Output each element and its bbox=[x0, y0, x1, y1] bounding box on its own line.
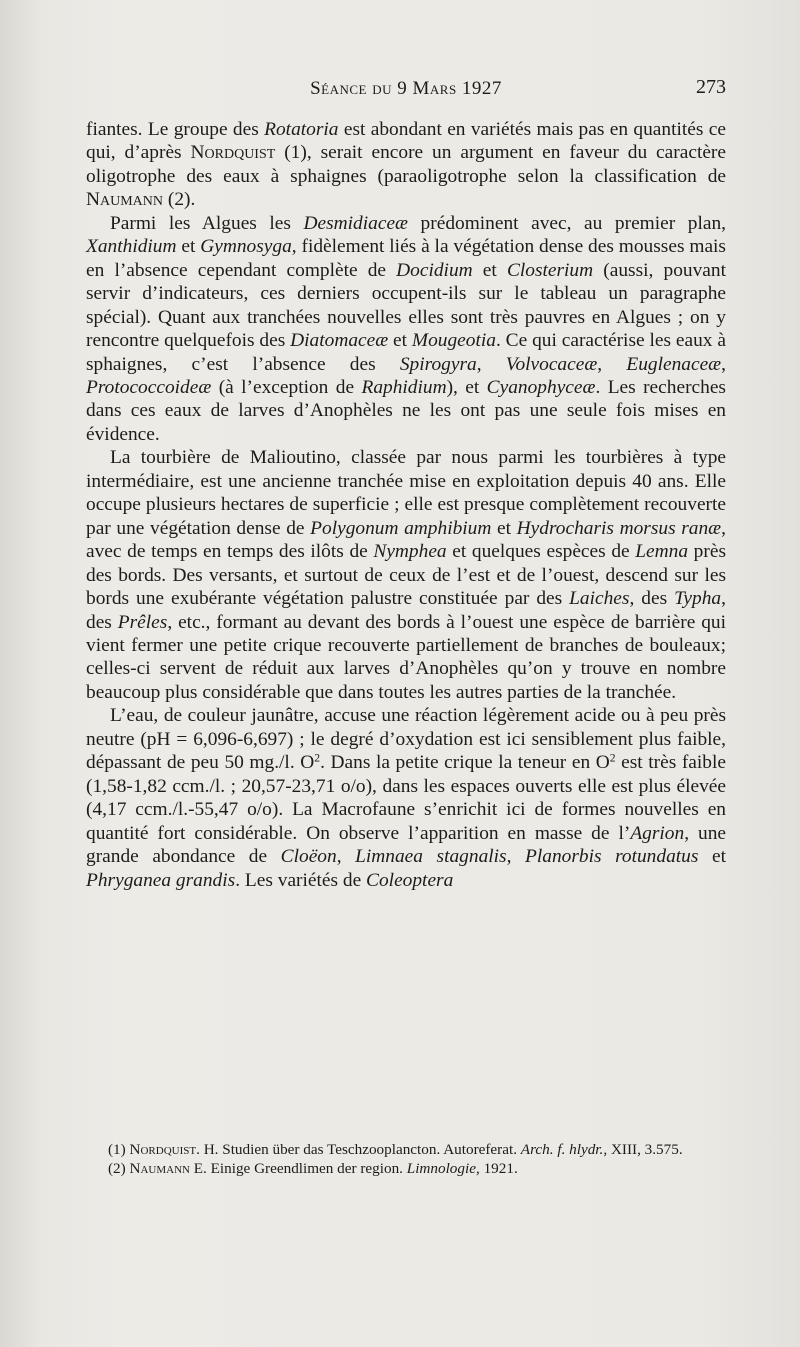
page-number: 273 bbox=[696, 76, 726, 98]
text-run: et bbox=[472, 259, 507, 281]
author-name: Naumann bbox=[129, 1160, 190, 1177]
text-run: . H. Studien über das Teschzooplancton. Autoreferat. bbox=[196, 1141, 521, 1158]
italic-term: Rotatoria bbox=[264, 119, 339, 140]
text-run: , bbox=[597, 353, 627, 375]
author-name: Nordquist bbox=[129, 1141, 197, 1158]
text-run: , bbox=[336, 846, 356, 868]
italic-term: Cyanophyceæ bbox=[486, 376, 596, 398]
text-run: E. Einige Greendlimen der region. bbox=[189, 1160, 407, 1177]
text-run: , fidèlement liés à la végétation dense des mousses mais en l’absence cependant complète de bbox=[86, 236, 726, 281]
text-run: La tourbière de Malioutino, classée par nous parmi les tourbières à type intermédiaire, est une ancienne tranchée mise en exploitation depuis 40 ans. Elle occupe plusieurs hectares de superficie ; elle est presque complètement recouverte par une végétation dense de bbox=[86, 447, 726, 539]
text-run: (à l’exception de bbox=[211, 376, 362, 398]
italic-term: Coleoptera bbox=[366, 869, 454, 891]
italic-term: Nymphea bbox=[373, 541, 447, 563]
italic-term: Typha bbox=[674, 588, 722, 610]
text-run: , 1921. bbox=[475, 1160, 518, 1177]
italic-term: Laiches bbox=[569, 588, 630, 610]
italic-term: Planorbis rotundatus bbox=[525, 846, 699, 868]
text-run: et bbox=[388, 330, 412, 352]
italic-term: Docidium bbox=[396, 259, 473, 281]
text-run: et bbox=[698, 846, 726, 868]
italic-term: Diatomaceæ bbox=[290, 330, 389, 352]
text-run: prédominent avec, au premier plan, bbox=[408, 212, 726, 234]
italic-term: Volvocaceæ bbox=[505, 353, 598, 375]
italic-term: Cloëon bbox=[280, 846, 337, 868]
italic-term: Xanthidium bbox=[86, 236, 177, 258]
paragraph bbox=[86, 118, 726, 212]
italic-term: Mougeotia bbox=[411, 330, 496, 352]
text-run: (aussi, pouvant servir d’indicateurs, ces derniers occupent-ils sur le tableau un paragraphe spécial). Quant aux tranchées nouvelles elles sont très pauvres en Algues ; on y rencontre quelquefois des bbox=[86, 259, 726, 352]
author-name: Naumann bbox=[86, 189, 164, 211]
text-run: (2) bbox=[108, 1160, 130, 1177]
text-run: est très faible (1,58-1,82 ccm./l. ; 20,57-23,71 o/o), dans les espaces ouverts elle est plus élevée (4,17 ccm./l.-55,47 o/o). La Macrofaune s’enrichit ici de formes nouvelles en quantité fort considérable. On observe l’apparition en masse de l’ bbox=[86, 752, 726, 844]
italic-term: Arch. f. hlydr. bbox=[520, 1141, 604, 1158]
text-run: , des bbox=[629, 588, 675, 610]
italic-term: Lemna bbox=[635, 541, 689, 563]
text-run: et bbox=[491, 517, 517, 539]
italic-term: Hydrocharis morsus ranæ bbox=[516, 517, 722, 539]
italic-term: Limnologie bbox=[406, 1160, 476, 1177]
text-run: et bbox=[176, 236, 201, 258]
author-name: Nordquist bbox=[190, 142, 276, 164]
paragraph bbox=[86, 704, 726, 892]
body-text bbox=[86, 118, 726, 892]
italic-term: Agrion bbox=[630, 822, 685, 844]
italic-term: Prêles bbox=[117, 611, 168, 633]
text-run: , bbox=[476, 353, 506, 375]
text-run: , avec de temps en temps des ilôts de bbox=[86, 517, 726, 563]
text-run: , bbox=[721, 353, 726, 375]
paragraph bbox=[86, 212, 726, 447]
text-run: et quelques espèces de bbox=[446, 541, 636, 563]
text-run: fiantes. Le groupe des bbox=[86, 119, 265, 140]
footnote bbox=[86, 1159, 726, 1178]
superscript: 2 bbox=[314, 751, 321, 765]
text-run: près des bords. Des versants, et surtout de ceux de l’est et de l’ouest, descend sur les bords une exubérante végétation palustre constituée par des bbox=[86, 541, 726, 610]
text-run: (2). bbox=[163, 189, 196, 211]
italic-term: Closterium bbox=[506, 259, 594, 281]
text-run: (1) bbox=[108, 1141, 130, 1158]
text-run: , des bbox=[86, 588, 726, 633]
text-run: est abondant en variétés mais pas en quantités ce qui, d’après bbox=[86, 119, 726, 164]
italic-term: Protococcoideæ bbox=[86, 376, 212, 398]
text-run: , XIII, 3.575. bbox=[603, 1141, 683, 1158]
italic-term: Limnaea stagnalis bbox=[355, 846, 507, 868]
footnote bbox=[86, 1140, 726, 1159]
superscript: 2 bbox=[609, 751, 616, 765]
text-run: Parmi les Algues les bbox=[110, 212, 304, 234]
text-run: , bbox=[506, 846, 526, 868]
italic-term: Spirogyra bbox=[399, 353, 477, 375]
text-run: . Ce qui caractérise les eaux à sphaignes, c’est l’absence des bbox=[86, 330, 726, 375]
italic-term: Gymnosyga bbox=[200, 236, 292, 258]
text-run: L’eau, de couleur jaunâtre, accuse une réaction légèrement acide ou à peu près neutre (pH = 6,096-6,697) ; le degré d’oxydation est ici sensiblement plus faible, dépassant de peu 50 mg./l. O bbox=[86, 705, 726, 774]
footnotes bbox=[86, 1140, 726, 1178]
italic-term: Desmidiaceæ bbox=[303, 212, 408, 234]
text-run: ), et bbox=[446, 376, 487, 398]
running-head: Séance du 9 Mars 1927 bbox=[310, 78, 502, 99]
italic-term: Phryganea grandis bbox=[86, 869, 236, 891]
page-header bbox=[86, 76, 726, 106]
text-run: . Les recherches dans ces eaux de larves d’Anophèles ne les ont pas une seule fois mises en évidence. bbox=[86, 376, 726, 445]
italic-term: Raphidium bbox=[361, 376, 447, 398]
text-run: , une grande abondance de bbox=[86, 822, 727, 868]
text-run: (1), serait encore un argument en faveur du caractère oligotrophe des eaux à sphaignes (paraoligotrophe selon la classification de bbox=[86, 142, 726, 187]
text-run: , etc., formant au devant des bords à l’ouest une espèce de barrière qui vient fermer une petite crique recouverte partiellement de branches de bouleaux; celles-ci servent de réduit aux larves d’Anophèles qu’on y trouve en nombre beaucoup plus considérable que dans toutes les autres parties de la tranchée. bbox=[86, 611, 726, 703]
text-run: . Dans la petite crique la teneur en O bbox=[320, 752, 610, 774]
text-run: . Les variétés de bbox=[235, 869, 367, 891]
italic-term: Euglenaceæ bbox=[626, 353, 722, 375]
paragraph bbox=[86, 446, 726, 704]
italic-term: Polygonum amphibium bbox=[310, 517, 492, 539]
